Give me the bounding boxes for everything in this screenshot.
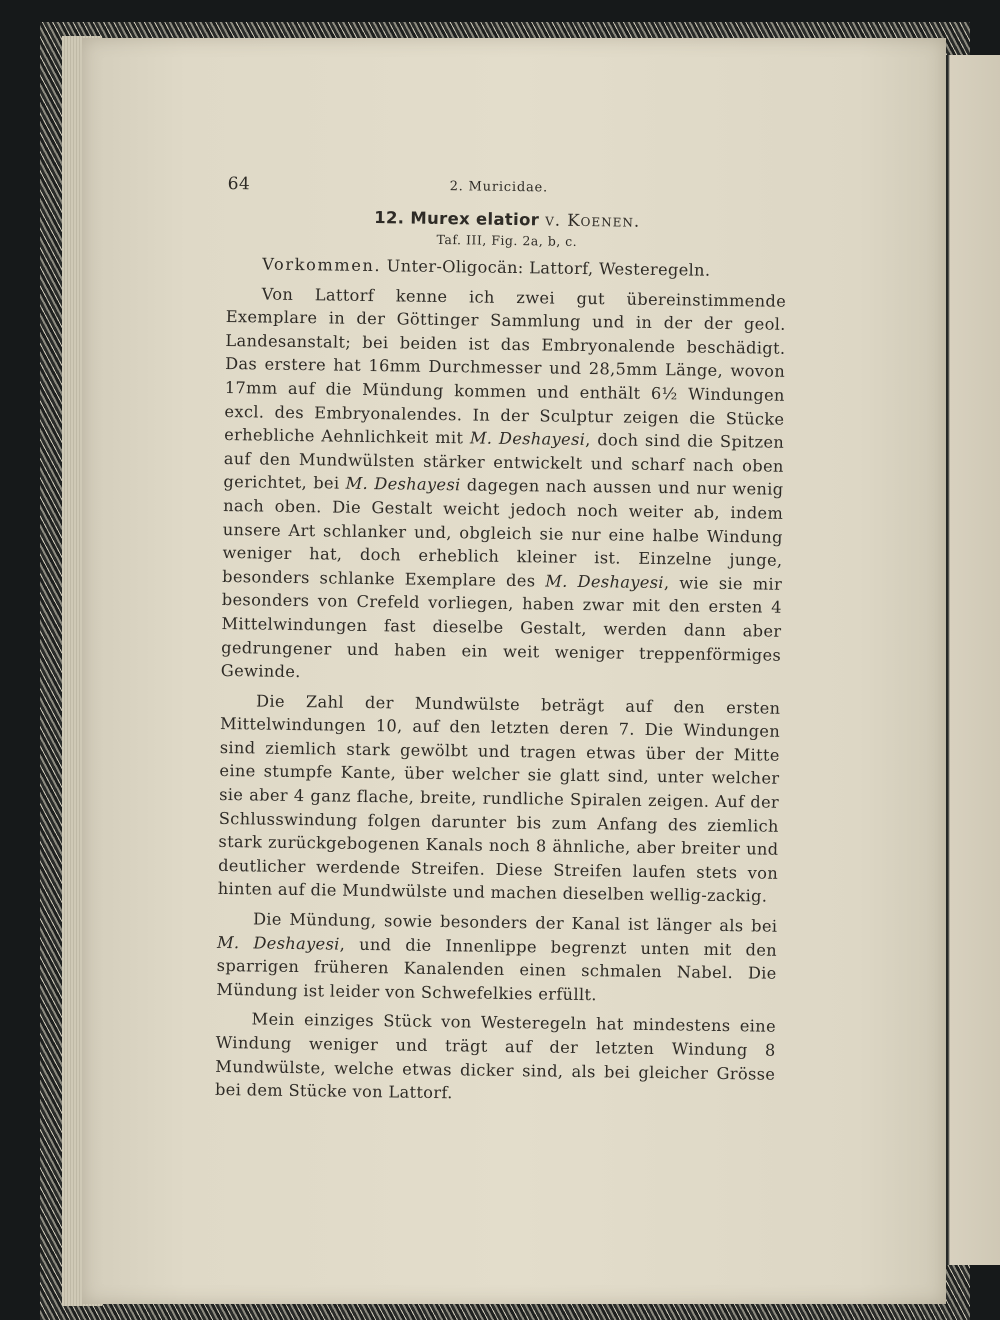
species-ref: M. Deshayesi bbox=[345, 474, 461, 495]
p3-text-1: Die Mündung, sowie besonders der Kanal ist länger als bei bbox=[252, 909, 778, 936]
facing-page-edge bbox=[940, 55, 1000, 1265]
species-ref: M. Deshayesi bbox=[216, 932, 340, 954]
entry-number: 12. bbox=[374, 208, 405, 228]
p1-text-4: , wie sie mir besonders von Crefeld vorliegen, haben zwar mit den ersten 4 Mittelwindungen fast dieselbe Gestalt, werden dann aber gedrungener und haben ein weit weniger treppenförmiges Gewinde. bbox=[220, 572, 783, 682]
occurrence-paragraph bbox=[226, 252, 786, 283]
p1-text-3: dagegen nach aussen und nur wenig nach oben. Die Gestalt weicht jedoch noch weiter ab, indem unsere Art schlanker und, obgleich sie nur eine halbe Windung weniger hat, doch erheblich kleiner ist. Einzelne junge, besonders schlanke Exemplare des bbox=[222, 475, 784, 591]
paragraph-4: Mein einziges Stück von Westeregeln hat mindestens eine Windung weniger und trägt auf der letzten Windung 8 Mundwülste, welche etwas dicker sind, als bei gleicher Grösse bei dem Stücke von Lattorf. bbox=[214, 1009, 777, 1103]
paragraph-1 bbox=[221, 282, 787, 691]
page-number: 64 bbox=[227, 173, 251, 195]
species-name: Murex elatior bbox=[410, 208, 540, 230]
paragraph-3 bbox=[216, 907, 777, 1009]
p1-text-1: Von Lattorf kenne ich zwei gut übereinstimmende Exemplare in der Göttinger Sammlung und in der der geol. Landesanstalt; bei beiden ist das Embryonalende beschädigt. Das erstere hat 16mm Durchmesser und 28,5mm Länge, wovon 17mm auf die Mündung kommen und enthält 6½ Windungen excl. des Embryonalendes. In der Sculptur zeigen die Stücke erhebliche Aehnlichkeit mit bbox=[224, 284, 787, 448]
p3-text-2: , und die Innenlippe begrenzt unten mit den sparrigen früheren Kanalenden einen schmalen Nabel. Die Mündung ist leider von Schwefelkies erfüllt. bbox=[216, 934, 778, 1005]
p1-text-2: , doch sind die Spitzen auf den Mundwülsten stärker entwickelt und scharf nach oben gerichtet, bei bbox=[223, 430, 785, 494]
species-author: v. Koenen. bbox=[545, 210, 641, 231]
running-title: 2. Muricidae. bbox=[449, 179, 549, 196]
running-head bbox=[227, 160, 788, 208]
species-heading bbox=[227, 206, 787, 233]
paragraph-2: Die Zahl der Mundwülste beträgt auf den ersten Mittelwindungen 10, auf den letzten deren 7. Die Windungen sind ziemlich stark gewölbt und tragen etwas über der Mitte eine stumpfe Kante, über welcher sie glatt sind, unter welcher sie aber 4 ganz flache, breite, rundliche Spiralen zeigen. Auf der Schlusswindung folgen darunter bis zum Anfang des ziemlich stark zurückgebogenen Kanals noch 8 ähnliche, aber breiter und deutlicher werdende Streifen. Diese Streifen laufen stets von hinten auf die Mundwülste und machen dieselben wellig-zackig. bbox=[217, 691, 781, 907]
species-ref: M. Deshayesi bbox=[469, 428, 586, 450]
species-ref: M. Deshayesi bbox=[545, 571, 665, 592]
occurrence-label: Vorkommen. bbox=[262, 254, 382, 276]
plate-reference: Taf. III, Fig. 2a, b, c. bbox=[436, 231, 578, 249]
occurrence-text: Unter-Oligocän: Lattorf, Westeregeln. bbox=[386, 256, 711, 280]
page-text-block bbox=[215, 160, 788, 1110]
